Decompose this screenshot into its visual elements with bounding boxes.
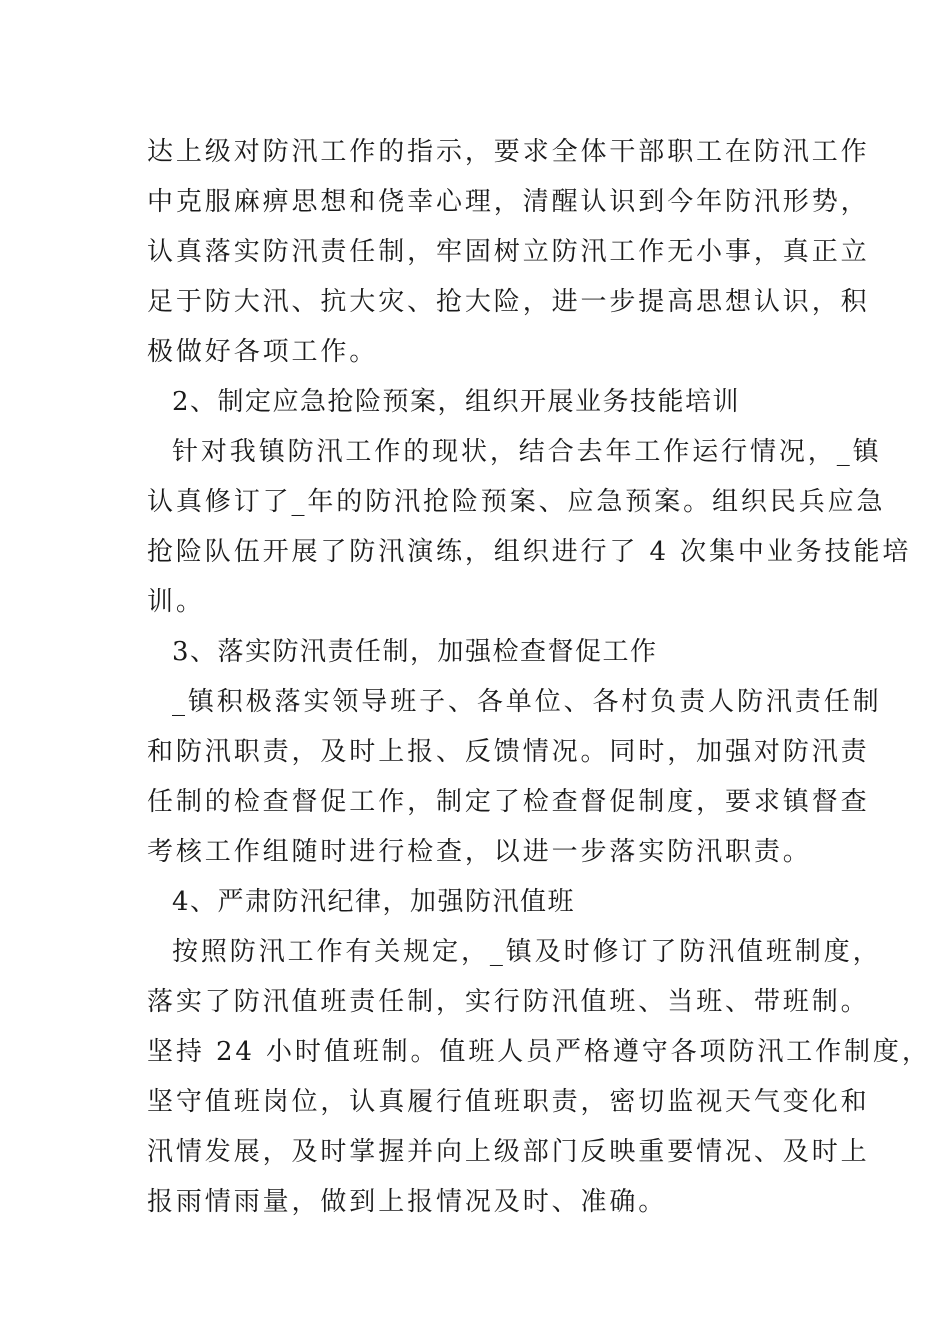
section-heading: 3、落实防汛责任制，加强检查督促工作	[172, 637, 658, 667]
paragraph-line: 汛情发展，及时掌握并向上级部门反映重要情况、及时上	[147, 1137, 870, 1167]
paragraph-line: 足于防大汛、抗大灾、抢大险，进一步提高思想认识，积	[147, 287, 870, 317]
paragraph-line: 考核工作组随时进行检查，以进一步落实防汛职责。	[147, 837, 812, 867]
paragraph-line: 报雨情雨量，做到上报情况及时、准确。	[147, 1187, 668, 1217]
paragraph-line: 中克服麻痹思想和侥幸心理，清醒认识到今年防汛形势，	[147, 187, 870, 217]
paragraph-line: 落实了防汛值班责任制，实行防汛值班、当班、带班制。	[147, 987, 870, 1017]
paragraph-line: 任制的检查督促工作，制定了检查督促制度，要求镇督查	[147, 787, 870, 817]
paragraph-line: 坚守值班岗位，认真履行值班职责，密切监视天气变化和	[147, 1087, 870, 1117]
paragraph-line: 认真修订了_年的防汛抢险预案、应急预案。组织民兵应急	[147, 487, 886, 517]
paragraph-line: 抢险队伍开展了防汛演练，组织进行了 4 次集中业务技能培	[147, 537, 912, 567]
paragraph-line: 认真落实防汛责任制，牢固树立防汛工作无小事，真正立	[147, 237, 870, 267]
section-heading: 2、制定应急抢险预案，组织开展业务技能培训	[172, 387, 741, 417]
paragraph-line: 训。	[147, 587, 205, 617]
paragraph-line: 针对我镇防汛工作的现状，结合去年工作运行情况，_镇	[172, 437, 882, 467]
paragraph-line: _镇积极落实领导班子、各单位、各村负责人防汛责任制	[172, 687, 882, 717]
paragraph-line: 按照防汛工作有关规定，_镇及时修订了防汛值班制度，	[172, 937, 882, 967]
paragraph-line: 极做好各项工作。	[147, 337, 379, 367]
paragraph-line: 坚持 24 小时值班制。值班人员严格遵守各项防汛工作制度，	[147, 1037, 931, 1067]
paragraph-line: 和防汛职责，及时上报、反馈情况。同时，加强对防汛责	[147, 737, 870, 767]
section-heading: 4、严肃防汛纪律，加强防汛值班	[172, 887, 576, 917]
paragraph-line: 达上级对防汛工作的指示，要求全体干部职工在防汛工作	[147, 137, 870, 167]
